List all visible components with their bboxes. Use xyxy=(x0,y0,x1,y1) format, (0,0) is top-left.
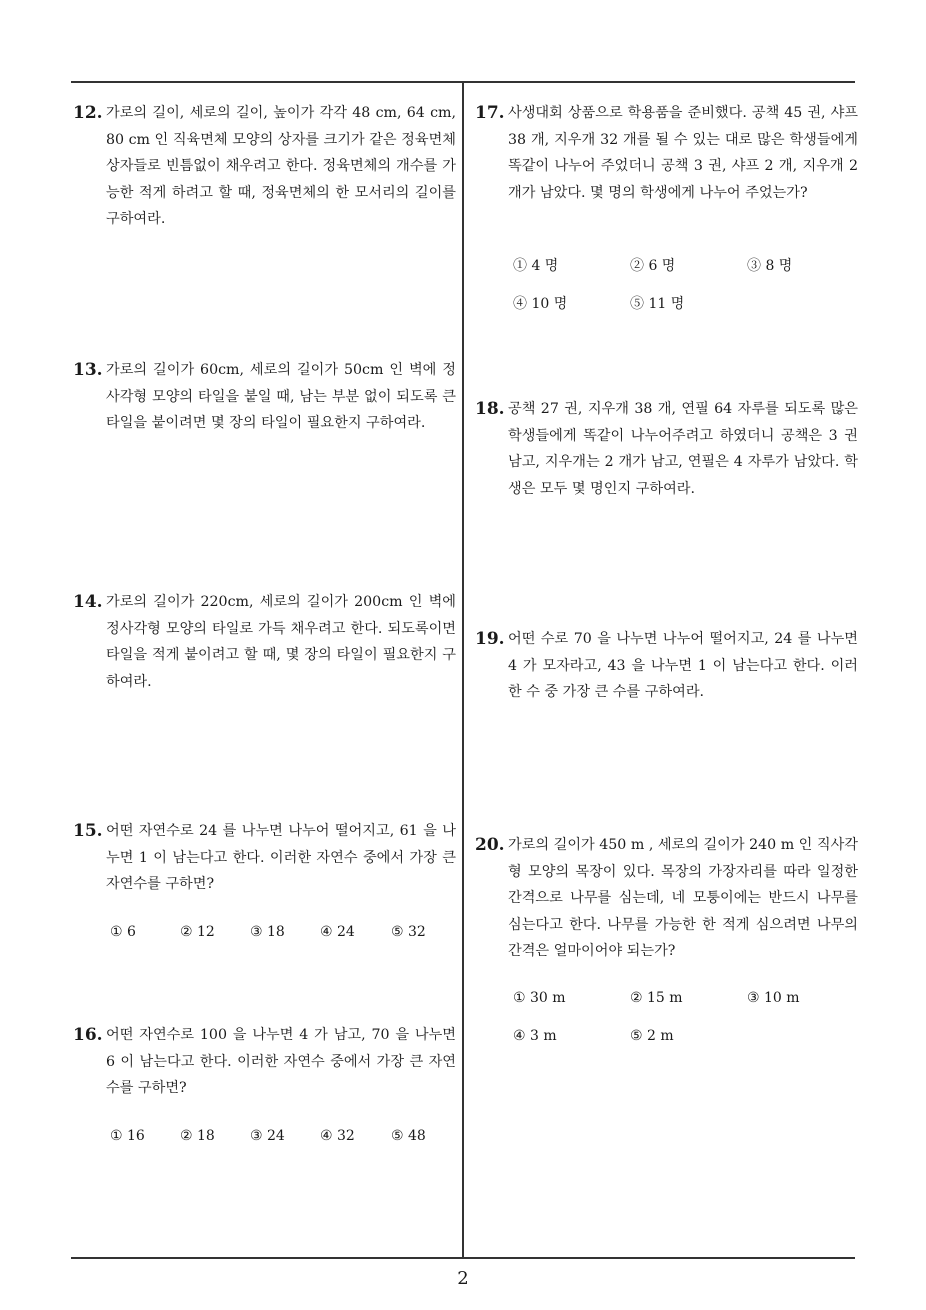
options-16 xyxy=(110,1126,460,1148)
bottom-rule xyxy=(71,1257,855,1259)
question-number: 12. xyxy=(73,103,103,123)
column-divider xyxy=(462,82,464,1258)
options-20 xyxy=(513,988,853,1048)
option-5[interactable]: ⑤ 32 xyxy=(391,924,426,940)
question-number: 20. xyxy=(475,835,505,855)
question-text: 어떤 자연수로 100 을 나누면 4 가 남고, 70 을 나누면 6 이 남는다고 한다. 이러한 자연수 중에서 가장 큰 자연수를 구하면? xyxy=(106,1027,456,1096)
option-1[interactable]: ① 30 m xyxy=(513,990,566,1006)
question-number: 16. xyxy=(73,1025,103,1045)
option-3[interactable]: ③ 24 xyxy=(250,1128,285,1144)
question-number: 15. xyxy=(73,821,103,841)
option-1[interactable]: ① 16 xyxy=(110,1128,145,1144)
question-text: 가로의 길이, 세로의 길이, 높이가 각각 48 cm, 64 cm, 80 cm 인 직육면체 모양의 상자를 크기가 같은 정육면체 상자들로 빈틈없이 채우려고 한다. 정육면체의 개수를 가능한 적게 하려고 할 때, 정육면체의 한 모서리의 길이를 구하여라. xyxy=(106,105,456,227)
option-4[interactable]: ④ 32 xyxy=(320,1128,355,1144)
option-3[interactable]: ③ 18 xyxy=(250,924,285,940)
option-1[interactable]: ① 6 xyxy=(110,924,136,940)
question-text: 어떤 수로 70 을 나누면 나누어 떨어지고, 24 를 나누면 4 가 모자라고, 43 을 나누면 1 이 남는다고 한다. 이러한 수 중 가장 큰 수를 구하여라. xyxy=(508,631,858,700)
question-text: 가로의 길이가 450 m , 세로의 길이가 240 m 인 직사각형 모양의 목장이 있다. 목장의 가장자리를 따라 일정한 간격으로 나무를 심는데, 네 모퉁이에는 반드시 나무를 심는다고 한다. 나무를 가능한 한 적게 심으려면 나무의 간격은 얼마이어야 되는가? xyxy=(508,837,858,959)
option-4[interactable]: ④ 24 xyxy=(320,924,355,940)
options-15 xyxy=(110,922,460,944)
question-number: 18. xyxy=(475,399,505,419)
option-5[interactable]: ⑤ 11 명 xyxy=(630,296,685,312)
option-4[interactable]: ④ 10 명 xyxy=(513,296,568,312)
question-text: 어떤 자연수로 24 를 나누면 나누어 떨어지고, 61 을 나누면 1 이 남는다고 한다. 이러한 자연수 중에서 가장 큰 자연수를 구하면? xyxy=(106,823,456,892)
option-4[interactable]: ④ 3 m xyxy=(513,1028,557,1044)
option-3[interactable]: ③ 8 명 xyxy=(747,258,793,274)
question-text: 가로의 길이가 60cm, 세로의 길이가 50cm 인 벽에 정사각형 모양의 타일을 붙일 때, 남는 부분 없이 되도록 큰 타일을 붙이려면 몇 장의 타일이 필요한지 구하여라. xyxy=(106,362,456,431)
option-2[interactable]: ② 15 m xyxy=(630,990,683,1006)
option-5[interactable]: ⑤ 2 m xyxy=(630,1028,674,1044)
option-2[interactable]: ② 12 xyxy=(180,924,215,940)
option-2[interactable]: ② 18 xyxy=(180,1128,215,1144)
question-text: 가로의 길이가 220cm, 세로의 길이가 200cm 인 벽에 정사각형 모양의 타일로 가득 채우려고 한다. 되도록이면 타일을 적게 붙이려고 할 때, 몇 장의 타일이 필요한지 구하여라. xyxy=(106,594,456,690)
option-2[interactable]: ② 6 명 xyxy=(630,258,676,274)
question-text: 사생대회 상품으로 학용품을 준비했다. 공책 45 권, 샤프 38 개, 지우개 32 개를 될 수 있는 대로 많은 학생들에게 똑같이 나누어 주었더니 공책 3 권, 샤프 2 개, 지우개 2 개가 남았다. 몇 명의 학생에게 나누어 주었는가? xyxy=(508,105,858,201)
question-number: 13. xyxy=(73,360,103,380)
option-3[interactable]: ③ 10 m xyxy=(747,990,800,1006)
question-text: 공책 27 권, 지우개 38 개, 연필 64 자루를 되도록 많은 학생들에게 똑같이 나누어주려고 하였더니 공책은 3 권 남고, 지우개는 2 개가 남고, 연필은 4 자루가 남았다. 학생은 모두 몇 명인지 구하여라. xyxy=(508,401,858,497)
question-number: 17. xyxy=(475,103,505,123)
option-1[interactable]: ① 4 명 xyxy=(513,258,559,274)
question-number: 14. xyxy=(73,592,103,612)
question-number: 19. xyxy=(475,629,505,649)
options-17 xyxy=(513,256,853,316)
option-5[interactable]: ⑤ 48 xyxy=(391,1128,426,1144)
page-number: 2 xyxy=(457,1268,469,1289)
